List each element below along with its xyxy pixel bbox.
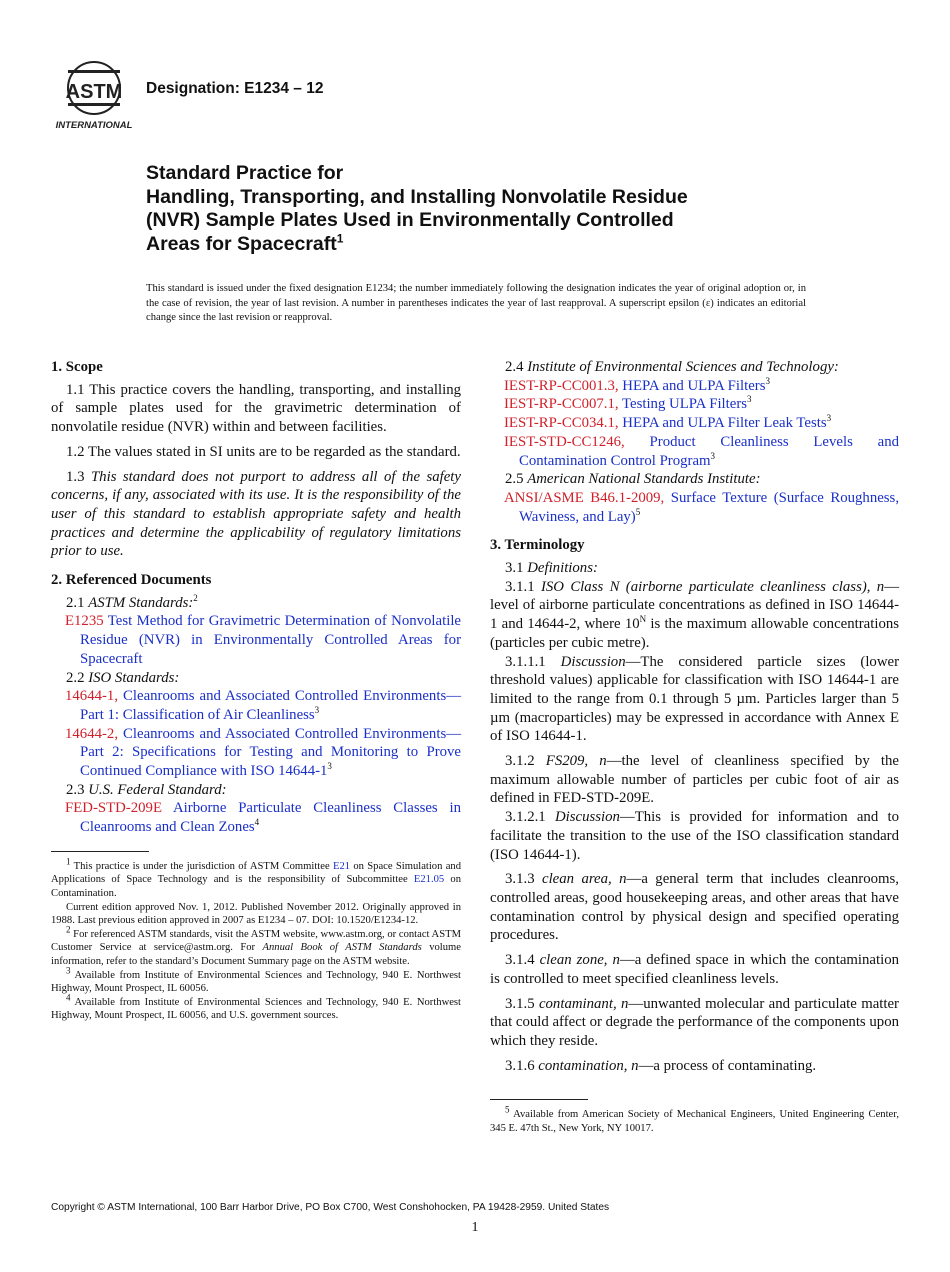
sub-2-1 [51,594,461,613]
issued-note: This standard is issued under the fixed designation E1234; the number immediately following the designation indicates the year of original adoption or, in the case of revision, the year of last revision. A number in parentheses indicates the year of last reapproval. A superscript epsilon (ε) indicates an editorial change since the last revision or reapproval. [146,283,806,324]
term-3-1-2-1 [490,808,899,864]
ref-iest1-code[interactable]: IEST-RP-CC001.3, [504,377,619,394]
ref-iso2-code[interactable]: 14644-2, [65,725,119,742]
sub-2-1-num: 2.1 [66,594,85,611]
document-title [146,162,846,256]
title-line-1: Standard Practice for [146,162,344,184]
fn1-link-e21[interactable]: E21 [332,860,351,872]
term-3-1-1-def-a: —level of airborne particulate concentrations as defined in ISO 14644-1 and 14644-2, where 10 [490,578,900,633]
footnote-divider [51,851,149,852]
term-3-1-6-term: contamination, n [538,1057,639,1074]
ref-iest2-title[interactable]: Testing ULPA Filters [622,396,748,413]
ref-fed-title[interactable]: Airborne Particulate Cleanliness Classes in Cleanrooms and Clean Zones [80,800,461,836]
fn1-text-c: on Contamination. [51,874,461,900]
title-line-4-text: Areas for Spacecraft [146,232,337,255]
sub-2-5-num: 2.5 [505,471,524,488]
ref-fed-code[interactable]: FED-STD-209E [65,800,162,817]
ref-e1235-code[interactable]: E1235 [65,613,104,630]
ref-iest3-sup: 3 [826,413,832,424]
fn2-text-a: For referenced ASTM standards, visit the ASTM website, www.astm.org, or contact ASTM Customer Service at service@astm.org. For [51,928,461,954]
logo-subtext: INTERNATIONAL [55,120,133,130]
fn2-text-b: volume information, refer to the standard’s Document Summary page on the ASTM website. [51,942,461,968]
term-3-1-4-term: clean zone, n [539,952,620,969]
term-3-1-1-1-num: 3.1.1.1 [505,653,546,670]
term-3-1-2-1-num: 3.1.2.1 [505,809,546,826]
term-3-1-1-sup: N [639,614,647,625]
term-3-1-5 [490,995,899,1051]
copyright-footer: Copyright © ASTM International, 100 Barr Harbor Drive, PO Box C700, West Conshohocken, PA 19428-2959. United States [51,1202,610,1213]
fn1-text-a: This practice is under the jurisdiction of ASTM Committee [70,860,333,872]
logo-text: ASTM [65,81,123,103]
ref-iest4-code[interactable]: IEST-STD-CC1246, [504,433,625,450]
term-3-1-2-1-text: —This is provided for information and to facilitate the transition to the use of the ISO classification standard (ISO 14644-1). [490,809,899,863]
term-3-1-6-num: 3.1.6 [505,1057,535,1074]
sub-2-2-label: ISO Standards: [88,669,180,686]
scope-1-3-text: This standard does not purport to address all of the safety concerns, if any, associated with its use. It is the responsibility of the user of this standard to establish appropriate safety and health practices and determine the applicability of regulatory limitations prior to use. [51,468,461,560]
term-3-1-4 [490,951,899,988]
section-heading-referenced: 2. Referenced Documents [51,572,212,589]
ref-ansi-b46[interactable] [490,489,899,526]
fn3-text: Available from Institute of Environmental Sciences and Technology, 940 E. Northwest Highway, Mount Prospect, IL 60056. [51,969,461,995]
ref-iest3-title[interactable]: HEPA and ULPA Filter Leak Tests [622,415,827,432]
term-3-1-1-1-label: Discussion [560,653,626,670]
astm-logo-icon [52,60,136,130]
ref-iest2-code[interactable]: IEST-RP-CC007.1, [504,396,619,413]
term-3-1-5-text: —unwanted molecular and particulate matter that could affect or degrade the performance of the components upon which they reside. [490,995,899,1049]
term-3-1-3-text: —a general term that includes cleanrooms, controlled areas, good housekeeping areas, and other areas that have contamination control by physical design and specified operating procedures. [490,871,899,944]
ref-iso-14644-2[interactable] [51,725,461,781]
page-number: 1 [471,1220,479,1235]
footnote-divider-right [490,1099,588,1100]
section-heading-scope: 1. Scope [51,359,103,375]
sub-3-1-label: Definitions: [527,560,598,577]
term-3-1-6 [490,1057,899,1076]
fn2-italic: Annual Book of ASTM Standards [262,942,422,954]
ref-iso1-code[interactable]: 14644-1, [65,688,119,705]
sub-2-3-label: U.S. Federal Standard: [88,781,227,798]
designation: Designation: E1234 – 12 [146,80,324,97]
ref-e1235[interactable] [51,612,461,668]
ref-iso1-title[interactable]: Cleanrooms and Associated Controlled Environments—Part 1: Classification of Air Cleanliness [80,688,461,723]
ref-iest-cc001[interactable] [490,377,899,396]
ref-iest1-sup: 3 [765,375,770,386]
footnote-3 [51,965,461,996]
term-3-1-2-text: —the level of cleanliness specified by the maximum allowable number of particles per cubic foot of air as defined in FED-STD-209E. [490,753,899,807]
term-3-1-1-num: 3.1.1 [505,578,535,595]
ref-iest-cc007[interactable] [490,395,899,414]
term-3-1-1-1 [490,653,899,747]
fn4-mark: 4 [66,992,71,1003]
fn5-mark: 5 [505,1104,510,1115]
title-line-4 [146,233,846,257]
term-3-1-4-num: 3.1.4 [505,952,535,969]
scope-1-3 [51,468,461,562]
ref-fed-sup: 4 [254,817,260,828]
fn2-mark: 2 [66,924,71,935]
ref-iest4-title[interactable]: Product Cleanliness Levels and Contamination Control Program [519,433,900,469]
ref-ansi-sup: 5 [635,506,641,517]
sub-3-1-num: 3.1 [505,560,524,577]
sub-2-2-num: 2.2 [66,669,85,686]
footnote-1 [51,856,461,901]
title-footnote-mark: 1 [336,231,344,245]
footnote-2 [51,924,461,969]
sub-2-5 [490,470,899,489]
ref-iso2-title[interactable]: Cleanrooms and Associated Controlled Environments—Part 2: Specifications for Testing and Monitoring to Prove Continued Compliance with ISO 14644-1 [80,725,461,780]
ref-iest2-sup: 3 [747,394,752,405]
sub-2-5-label: American National Standards Institute: [527,471,761,488]
term-3-1-3-num: 3.1.3 [505,871,535,888]
ref-iest-cc1246[interactable] [490,433,899,470]
footnote-5 [490,1104,899,1135]
sub-2-4-label: Institute of Environmental Sciences and Technology: [527,359,839,375]
right-column [490,358,899,1136]
sub-2-2 [51,669,461,688]
footnote-1-edition: Current edition approved Nov. 1, 2012. Published November 2012. Originally approved in 1988. Last previous edition approved in 2007 as E1234 – 07. DOI: 10.1520/E1234-12. [51,901,461,927]
term-3-1-3-term: clean area, n [542,871,627,888]
ref-e1235-title[interactable]: Test Method for Gravimetric Determination of Nonvolatile Residue (NVR) in Environmentally Controlled Areas for Spacecraft [80,613,462,667]
term-3-1-6-text: —a process of contaminating. [638,1057,817,1074]
term-3-1-5-term: contaminant, n [538,995,629,1012]
footnote-4 [51,992,461,1023]
ref-ansi-code[interactable]: ANSI/ASME B46.1-2009, [504,489,665,506]
left-column [51,358,461,1023]
ref-iso2-sup: 3 [327,761,332,772]
fn5-text: Available from American Society of Mechanical Engineers, United Engineering Center, 345 E. 47th St., New York, NY 10017. [490,1109,899,1134]
ref-iest4-sup: 3 [710,450,716,461]
ref-fed-std-209e[interactable] [51,799,461,836]
scope-1-3-num: 1.3 [66,468,85,485]
fn1-text-b: on Space Simulation and Applications of Space Technology and is the responsibility of Subcommittee [51,860,461,886]
ref-iest1-title[interactable]: HEPA and ULPA Filters [622,377,766,394]
ref-iest3-code[interactable]: IEST-RP-CC034.1, [504,415,619,432]
ref-iso1-sup: 3 [314,705,320,716]
term-3-1-3 [490,870,899,945]
title-line-2: Handling, Transporting, and Installing Nonvolatile Residue [146,185,688,208]
term-3-1-2-num: 3.1.2 [505,753,535,770]
scope-1-1: 1.1 This practice covers the handling, transporting, and installing of sample plates used for the gravimetric determination of nonvolatile residue (NVR) within and between facilities. [51,381,461,436]
sub-2-1-sup: 2 [193,592,198,603]
sub-2-1-label: ASTM Standards: [88,594,194,611]
title-line-3: (NVR) Sample Plates Used in Environmentally Controlled [146,209,674,231]
term-3-1-1-term: ISO Class N (airborne particulate cleanliness class), n [540,578,885,595]
sub-2-3 [51,781,461,800]
fn3-mark: 3 [66,965,71,976]
term-3-1-2 [490,752,899,808]
fn4-text: Available from Institute of Environmental Sciences and Technology, 940 E. Northwest Highway, Mount Prospect, IL 60056, and U.S. government sources. [51,996,461,1022]
section-heading-terminology: 3. Terminology [490,537,585,554]
sub-2-4-num: 2.4 [505,359,524,375]
ref-iso-14644-1[interactable] [51,687,461,724]
sub-3-1 [490,559,899,578]
term-3-1-2-term: FS209, n [545,753,607,770]
ref-ansi-title[interactable]: Surface Texture (Surface Roughness, Waviness, and Lay) [519,489,900,525]
scope-1-2: 1.2 The values stated in SI units are to be regarded as the standard. [66,443,461,460]
fn1-mark: 1 [66,856,71,867]
term-3-1-1 [490,578,899,653]
sub-2-4 [490,358,899,377]
term-3-1-5-num: 3.1.5 [505,995,535,1012]
term-3-1-1-def-b: is the maximum allowable concentrations (particles per cubic metre). [490,616,899,651]
ref-iest-cc034[interactable] [490,414,899,433]
sub-2-3-num: 2.3 [66,781,85,798]
astm-logo [52,60,136,130]
fn1-link-e2105[interactable]: E21.05 [413,874,445,886]
term-3-1-1-1-text: —The considered particle sizes (lower threshold values) applicable for classification with ISO 14644-1 are limited to the range from 0.1 through 5 µm. Particles larger than 5 µm (macroparticles) may be expressed in accordance with Annex E of ISO 14644-1. [490,653,900,745]
term-3-1-4-text: —a defined space in which the contamination is controlled to meet specified cleanliness levels. [490,952,899,987]
term-3-1-2-1-label: Discussion [554,809,620,826]
